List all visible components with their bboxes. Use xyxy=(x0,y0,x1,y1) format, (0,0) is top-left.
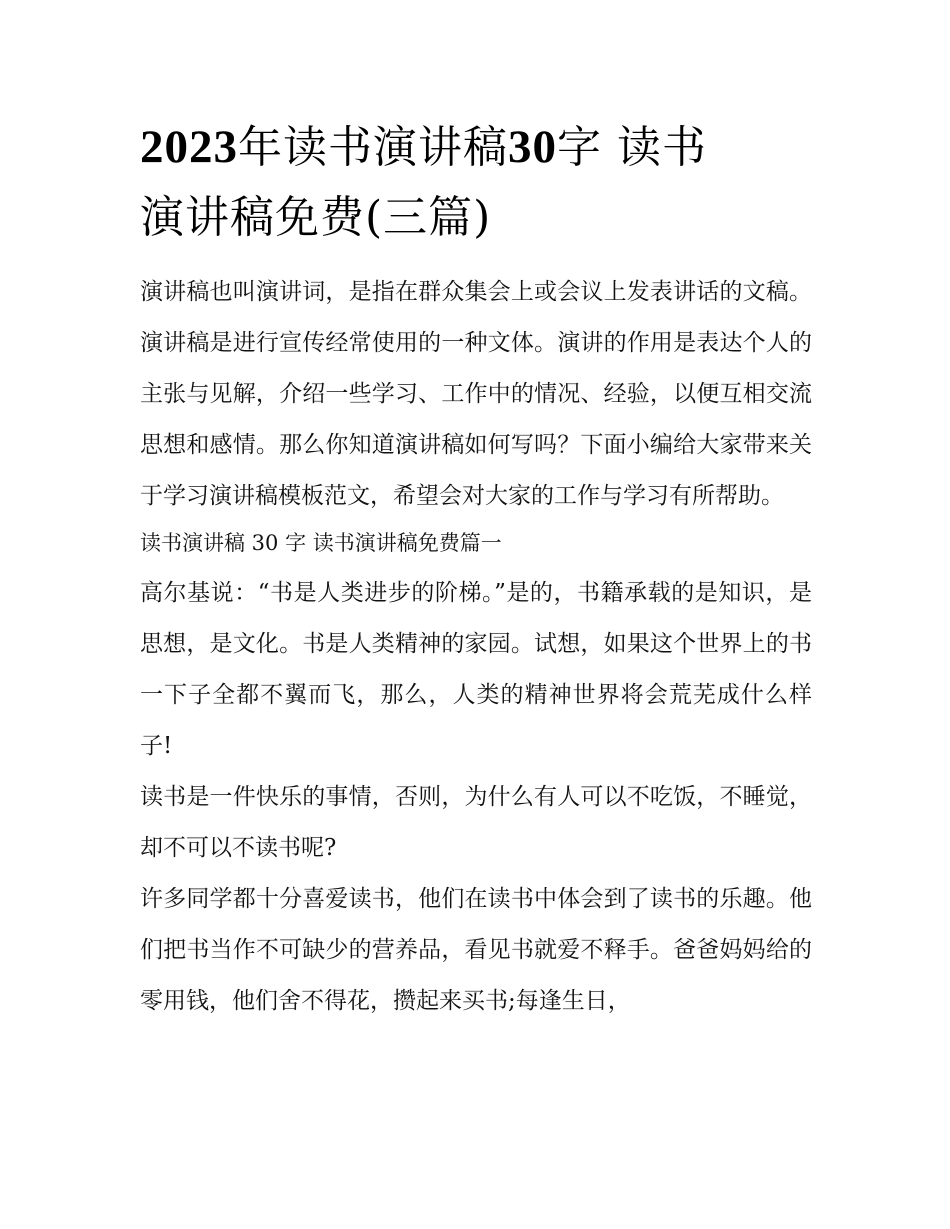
document-title xyxy=(140,112,812,253)
title-text-1: 年读书演讲稿 xyxy=(238,122,508,173)
title-text-2: 字 读书 xyxy=(557,122,707,173)
section-heading: 读书演讲稿 30 字 读书演讲稿免费篇一 xyxy=(140,531,502,555)
body-paragraph-1: 高尔基说：“书是人类进步的阶梯。”是的，书籍承载的是知识，是思想，是文化。书是人类精神的家园。试想，如果这个世界上的书一下子全都不翼而飞，那么，人类的精神世界将会荒芜成什么样子! xyxy=(140,580,812,759)
intro-paragraph: 演讲稿也叫演讲词，是指在群众集会上或会议上发表讲话的文稿。演讲稿是进行宣传经常使用的一种文体。演讲的作用是表达个人的主张与见解，介绍一些学习、工作中的情况、经验，以便互相交流思想和感情。那么你知道演讲稿如何写吗？下面小编给大家带来关于学习演讲稿模板范文，希望会对大家的工作与学习有所帮助。 xyxy=(140,279,812,509)
title-number: 30 xyxy=(508,121,557,173)
body-paragraph-2: 读书是一件快乐的事情，否则，为什么有人可以不吃饭，不睡觉，却不可以不读书呢? xyxy=(140,784,812,861)
document-page xyxy=(140,112,812,1027)
title-year: 2023 xyxy=(140,121,238,173)
title-line-2: 演讲稿免费(三篇) xyxy=(140,192,492,243)
body-paragraph-3: 许多同学都十分喜爱读书，他们在读书中体会到了读书的乐趣。他们把书当作不可缺少的营养品，看见书就爱不释手。爸爸妈妈给的零用钱，他们舍不得花，攒起来买书;每逢生日， xyxy=(140,886,812,1014)
